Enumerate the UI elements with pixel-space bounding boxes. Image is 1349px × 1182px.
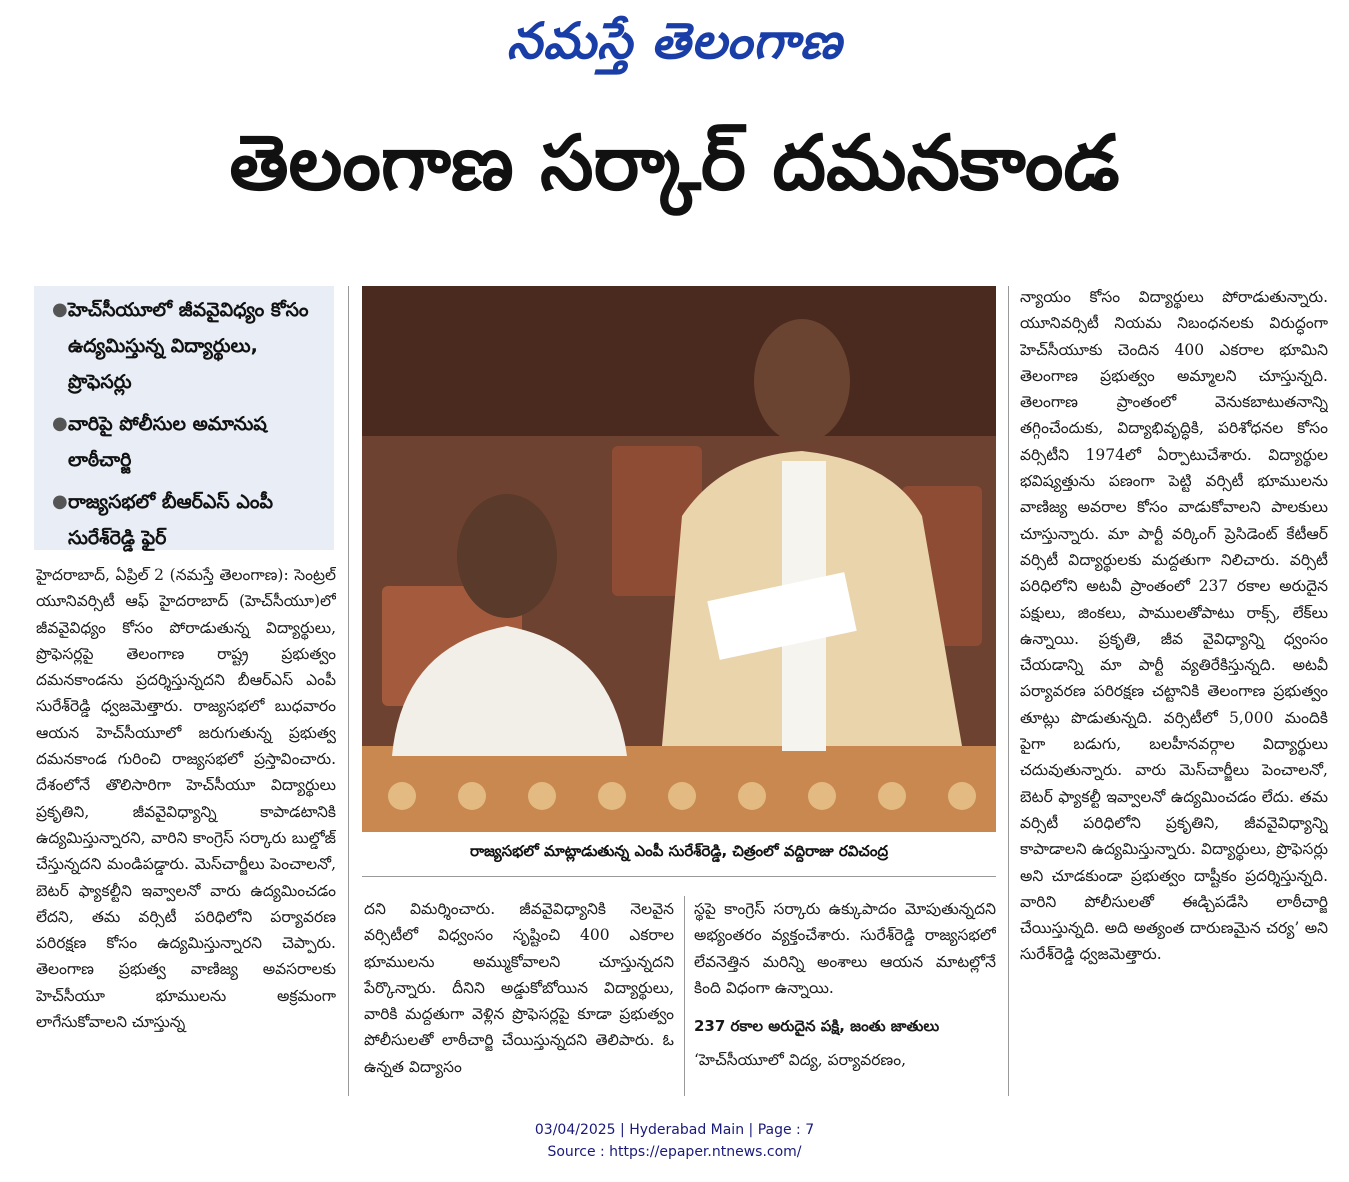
bullet-icon: ● — [52, 413, 68, 434]
article-subheading: 237 రకాల అరుదైన పక్షి, జంతు జాతులు — [694, 1017, 940, 1036]
article-text: దని విమర్శించారు. జీవవైవిధ్యానికి నెలవైన వర్సిటీలో విధ్వంసం సృష్టించి 400 ఎకరాల భూములను అమ్ముకోవాలని చూస్తున్నదని పేర్కొన్నారు. దీనిని అడ్డుకోబోయిన విద్యార్థులు, వారికి మద్దతుగా వెళ్లిన ప్రొఫెసర్లపై కూడా ప్రభుత్వం పోలీసులతో లాఠీచార్జి చేయిస్తున్నదని తెలిపారు. ఓ ఉన్నత విద్యాసం — [364, 900, 674, 1076]
article-text: ‘హెచ్‌సీయూలో విద్య, పర్యావరణం, — [694, 1051, 907, 1070]
article-column-2 — [364, 896, 674, 1096]
column-divider — [1008, 286, 1009, 1096]
parliament-photo-illustration — [362, 286, 996, 832]
highlight-item — [52, 292, 326, 400]
article-text: స్థపై కాంగ్రెస్ సర్కారు ఉక్కుపాదం మోపుతున్నదని అభ్యంతరం వ్యక్తంచేశారు. సురేశ్‌రెడ్డి రాజ్యసభలో లేవనెత్తిన మరిన్ని అంశాలు ఆయన మాటల్లోనే కింది విధంగా ఉన్నాయి. — [694, 900, 996, 997]
highlight-text: రాజ్యసభలో బీఆర్‌ఎస్ ఎంపీ సురేశ్‌రెడ్డి ఫైర్ — [68, 491, 274, 549]
news-photo — [362, 286, 996, 832]
highlight-item — [52, 406, 326, 478]
article-column-3 — [694, 896, 996, 1096]
highlight-text: వారిపై పోలీసుల అమానుష లాఠీచార్జి — [68, 413, 267, 471]
article-text: న్యాయం కోసం విద్యార్థులు పోరాడుతున్నారు. యూనివర్సిటీ నియమ నిబంధనలకు విరుద్ధంగా హెచ్‌సీయూకు చెందిన 400 ఎకరాల భూమిని తెలంగాణ ప్రభుత్వం అమ్మాలని చూస్తున్నది. తెలంగాణ ప్రాంతంలో వెనుకబాటుతనాన్ని తగ్గించేందుకు, విద్యాభివృద్ధికి, పరిశోధనల కోసం వర్సిటీని 1974లో ఏర్పాటుచేశారు. విద్యార్థుల భవిష్యత్తును పణంగా పెట్టి వర్సిటీ భూములను వాణిజ్య అవరాల కోసం వాడుకోవాలని పాలకులు చూస్తున్నారు. మా పార్టీ వర్కింగ్ ప్రెసిడెంట్ కేటీఆర్ వర్సిటీ విద్యార్థులకు మద్దతుగా నిలిచారు. వర్సిటీ పరిధిలోని అటవీ ప్రాంతంలో 237 రకాల అరుదైన పక్షులు, జింకలు, పాములతోపాటు రాక్స్, లేక్‌లు ఉన్నాయి. ప్రకృతి, జీవ వైవిధ్యాన్ని ధ్వంసం చేయడాన్ని మా పార్టీ వ్యతిరేకిస్తున్నది. అటవీ పర్యావరణ పరిరక్షణ చట్టానికి తెలంగాణ ప్రభుత్వం తూట్లు పొడుతున్నది. వర్సిటీలో 5,000 మందికి పైగా బడుగు, బలహీనవర్గాల విద్యార్థులు చదువుతున్నారు. వారు మెస్‌చార్జీలు పెంచాలనో, బెటర్ ఫ్యాకల్టీ ఇవ్వాలనో ఉద్యమించడం లేదు. తమ వర్సిటీ పరిధిలోని ప్రకృతిని, జీవవైవిధ్యాన్ని కాపాడాలని ఉద్యమిస్తున్నారు. విద్యార్థులు, ప్రొఫెసర్లు అని చూడకుండా ప్రభుత్వం దాష్టీకం ప్రదర్శిస్తున్నది. వారిని పోలీసులతో ఈడ్చిపడేసి లాఠీచార్జి చేయిస్తున్నది. అది అత్యంత దారుణమైన చర్య’ అని సురేశ్‌రెడ్డి ధ్వజమెత్తారు. — [1020, 288, 1328, 964]
masthead-logo: నమస్తే తెలంగాణ — [506, 12, 843, 70]
article-text: హైదరాబాద్, ఏప్రిల్ 2 (నమస్తే తెలంగాణ): సెంట్రల్ యూనివర్సిటీ ఆఫ్ హైదరాబాద్ (హెచ్‌సీయూ)లో జీవవైవిధ్యం కోసం పోరాడుతున్న విద్యార్థులు, ప్రొఫెసర్లపై తెలంగాణ రాష్ట్ర ప్రభుత్వం దమనకాండను ప్రదర్శిస్తున్నదని బీఆర్‌ఎస్ ఎంపీ సురేశ్‌రెడ్డి ధ్వజమెత్తారు. రాజ్యసభలో బుధవారం ఆయన హెచ్‌సీయూలో జరుగుతున్న ప్రభుత్వ దమనకాండ గురించి రాజ్యసభలో ప్రస్తావించారు. దేశంలోనే తొలిసారిగా హెచ్‌సీయూ విద్యార్థులు ప్రకృతిని, జీవవైవిధ్యాన్ని కాపాడటానికి ఉద్యమిస్తున్నారని, వారిని కాంగ్రెస్ సర్కారు బుల్డోజ్ చేస్తున్నదని మండిపడ్డారు. మెస్‌చార్జీలు పెంచాలనో, బెటర్ ఫ్యాకల్టీని ఇవ్వాలనో వారు ఉద్యమించడం లేదని, తమ వర్సిటీ పరిధిలోని పర్యావరణ పరిరక్షణ కోసం ఉద్యమిస్తున్నారని చెప్పారు. తెలంగాణ ప్రభుత్వ వాణిజ్య అవసరాలకు హెచ్‌సీయూ భూములను అక్రమంగా లాగేసుకోవాలని చూస్తున్న — [36, 566, 336, 1032]
bullet-icon: ● — [52, 491, 68, 512]
highlights-box — [34, 286, 334, 550]
article-column-1 — [36, 562, 336, 1094]
divider — [362, 876, 996, 877]
column-divider — [348, 286, 349, 1096]
highlight-item — [52, 484, 326, 556]
headline: తెలంగాణ సర్కార్ దమనకాండ — [229, 118, 1120, 207]
bullet-icon: ● — [52, 299, 68, 320]
highlight-text: హెచ్‌సీయూలో జీవవైవిధ్యం కోసం ఉద్యమిస్తున్న విద్యార్థులు, ప్రొఫెసర్లు — [68, 299, 309, 393]
photo-caption: రాజ్యసభలో మాట్లాడుతున్న ఎంపీ సురేశ్‌రెడ్డి, చిత్రంలో వద్దిరాజు రవిచంద్ర — [469, 842, 889, 860]
article-column-4 — [1020, 284, 1328, 1096]
footer-source: Source : https://epaper.ntnews.com/ — [547, 1144, 802, 1160]
footer-dateline: 03/04/2025 | Hyderabad Main | Page : 7 — [534, 1122, 815, 1138]
column-divider — [684, 896, 685, 1096]
